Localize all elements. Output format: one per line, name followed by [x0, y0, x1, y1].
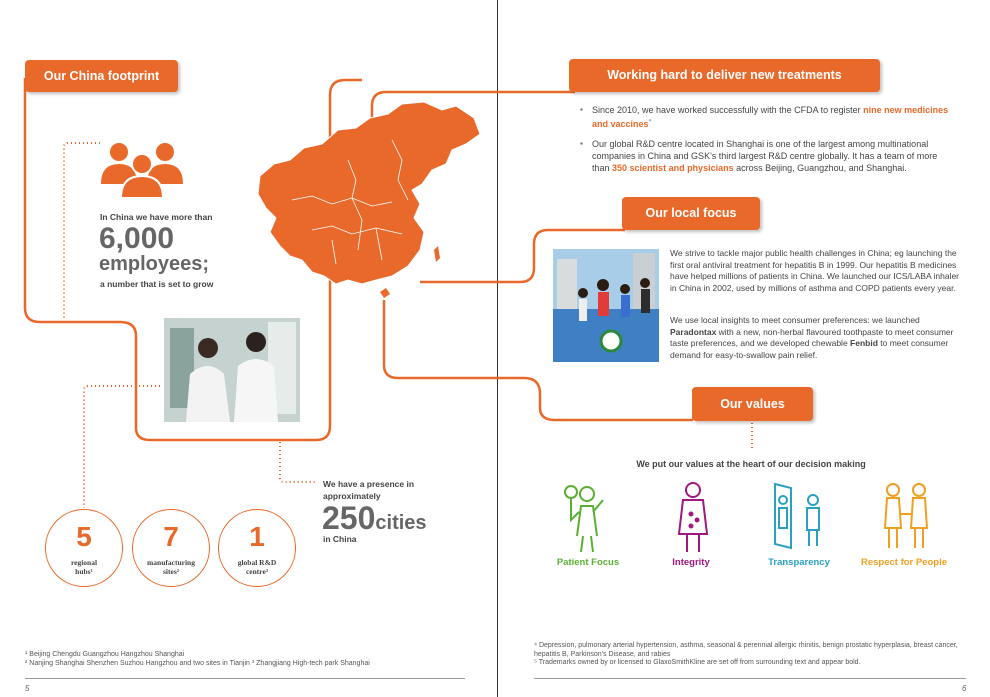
bullet-cfda: [592, 104, 950, 130]
bullet-2-text: Our global R&D centre located in Shanghai is one of the largest among multinational companies in China and GSK's third largest R&D centre globally. It has a team of more than: [592, 139, 938, 173]
employees-word: employees;: [99, 253, 210, 275]
values-intro: We put our values at the heart of our decision making: [636, 459, 866, 469]
presence-figure: [322, 500, 427, 537]
stat-label: manufacturing sites²: [147, 558, 195, 576]
presence-sub: in China: [323, 534, 357, 544]
stat-value: 5: [76, 521, 92, 552]
left-footer-rule: [25, 678, 465, 679]
local-para-1: We strive to tackle major public health challenges in China; eg launching the first oral antiviral treatment for hepatitis B in 1999. Our hepatitis B medicines have helped millions of patients in China. We launched our ICS/LABA inhaler in China in 2002, used by millions of asthma and COPD patients every year.: [670, 248, 960, 293]
treatments-list: [580, 104, 950, 174]
employees-icon: [97, 138, 187, 198]
transparency-icon: [775, 484, 819, 548]
stat-regional-hubs: [45, 509, 123, 587]
stat-label: global R&D centre³: [237, 558, 277, 576]
local-para-2-e: to meet consumer demand for easy-to-swallow pain relief.: [670, 338, 949, 360]
paradontax-brand: Paradontax: [670, 326, 717, 337]
stat-global-rd-centre: [218, 509, 296, 587]
bullet-rd-centre: [592, 138, 950, 174]
bullet-2-highlight: 350 scientist and physicians: [612, 163, 734, 173]
left-page-number: 5: [25, 684, 30, 693]
local-focus-title: Our local focus: [622, 197, 760, 230]
employees-dotted-leader: [64, 143, 100, 318]
footnote-2: ² Nanjing Shanghai Shenzhen Suzhou Hangzhou and two sites in Tianjin ³ Zhangjiang High-tech park Shanghai: [25, 660, 370, 667]
stat-value: 7: [163, 521, 179, 552]
children-football-photo: [553, 249, 659, 362]
value-respect-for-people: Respect for People: [860, 557, 948, 568]
footnote-1: ¹ Beijing Chengdu Guangzhou Hangzhou Shanghai: [25, 651, 185, 658]
local-para-2-a: We use local insights to meet consumer preferences: we launched: [670, 315, 920, 325]
scientists-photo: [164, 318, 300, 422]
presence-number: 250: [322, 500, 376, 536]
bullet-2-tail: across Beijing, Guangzhou, and Shanghai.: [733, 163, 907, 173]
local-para-2: [670, 315, 962, 361]
values-title: Our values: [692, 387, 813, 421]
respect-for-people-icon: [885, 484, 927, 548]
right-footer-rule: [534, 678, 966, 679]
stats-dotted-leader: [84, 386, 160, 508]
treatments-bullets: [580, 104, 950, 182]
patient-focus-icon: [565, 486, 603, 552]
value-patient-focus: Patient Focus: [556, 557, 620, 568]
employees-intro: In China we have more than: [100, 212, 213, 222]
footprint-title: Our China footprint: [25, 60, 178, 92]
presence-word: cities: [375, 512, 427, 534]
treatments-title: Working hard to deliver new treatments: [569, 59, 880, 92]
stat-value: 1: [249, 521, 265, 552]
presence-intro: We have a presence in approximately: [323, 479, 415, 501]
value-integrity: Integrity: [672, 557, 710, 568]
values-icons: [557, 480, 937, 552]
cities-dotted-leader: [280, 442, 316, 482]
stat-label: regional hubs¹: [70, 558, 98, 576]
footnote-4: ⁴ Depression, pulmonary arterial hypertension, asthma, seasonal & perennial allergic rhinitis, benign prostatic hyperplasia, breast cancer, hepatitis B, Parkinson's Disease, and rabies: [534, 642, 958, 658]
right-page-number: 6: [962, 684, 967, 693]
employees-number: 6,000: [99, 222, 175, 255]
china-map: [252, 100, 484, 300]
employees-sub: a number that is set to grow: [100, 279, 214, 289]
bullet-1-note: ⁴: [648, 119, 652, 125]
stat-manufacturing-sites: [132, 509, 210, 587]
local-para-2-c: with a new, non-herbal flavoured toothpaste to meet consumer taste preferences, and we developed chewable: [670, 326, 954, 348]
fenbid-brand: Fenbid: [850, 338, 878, 348]
bullet-1-text: Since 2010, we have worked successfully with the CFDA to register: [592, 105, 864, 115]
footnote-5: ⁵ Trademarks owned by or licensed to GlaxoSmithKline are set off from surrounding text and appear bold.: [534, 659, 861, 666]
bullet-1-highlight: nine new medicines and vaccines: [592, 105, 949, 129]
integrity-icon: [679, 483, 707, 552]
value-transparency: Transparency: [768, 557, 830, 568]
